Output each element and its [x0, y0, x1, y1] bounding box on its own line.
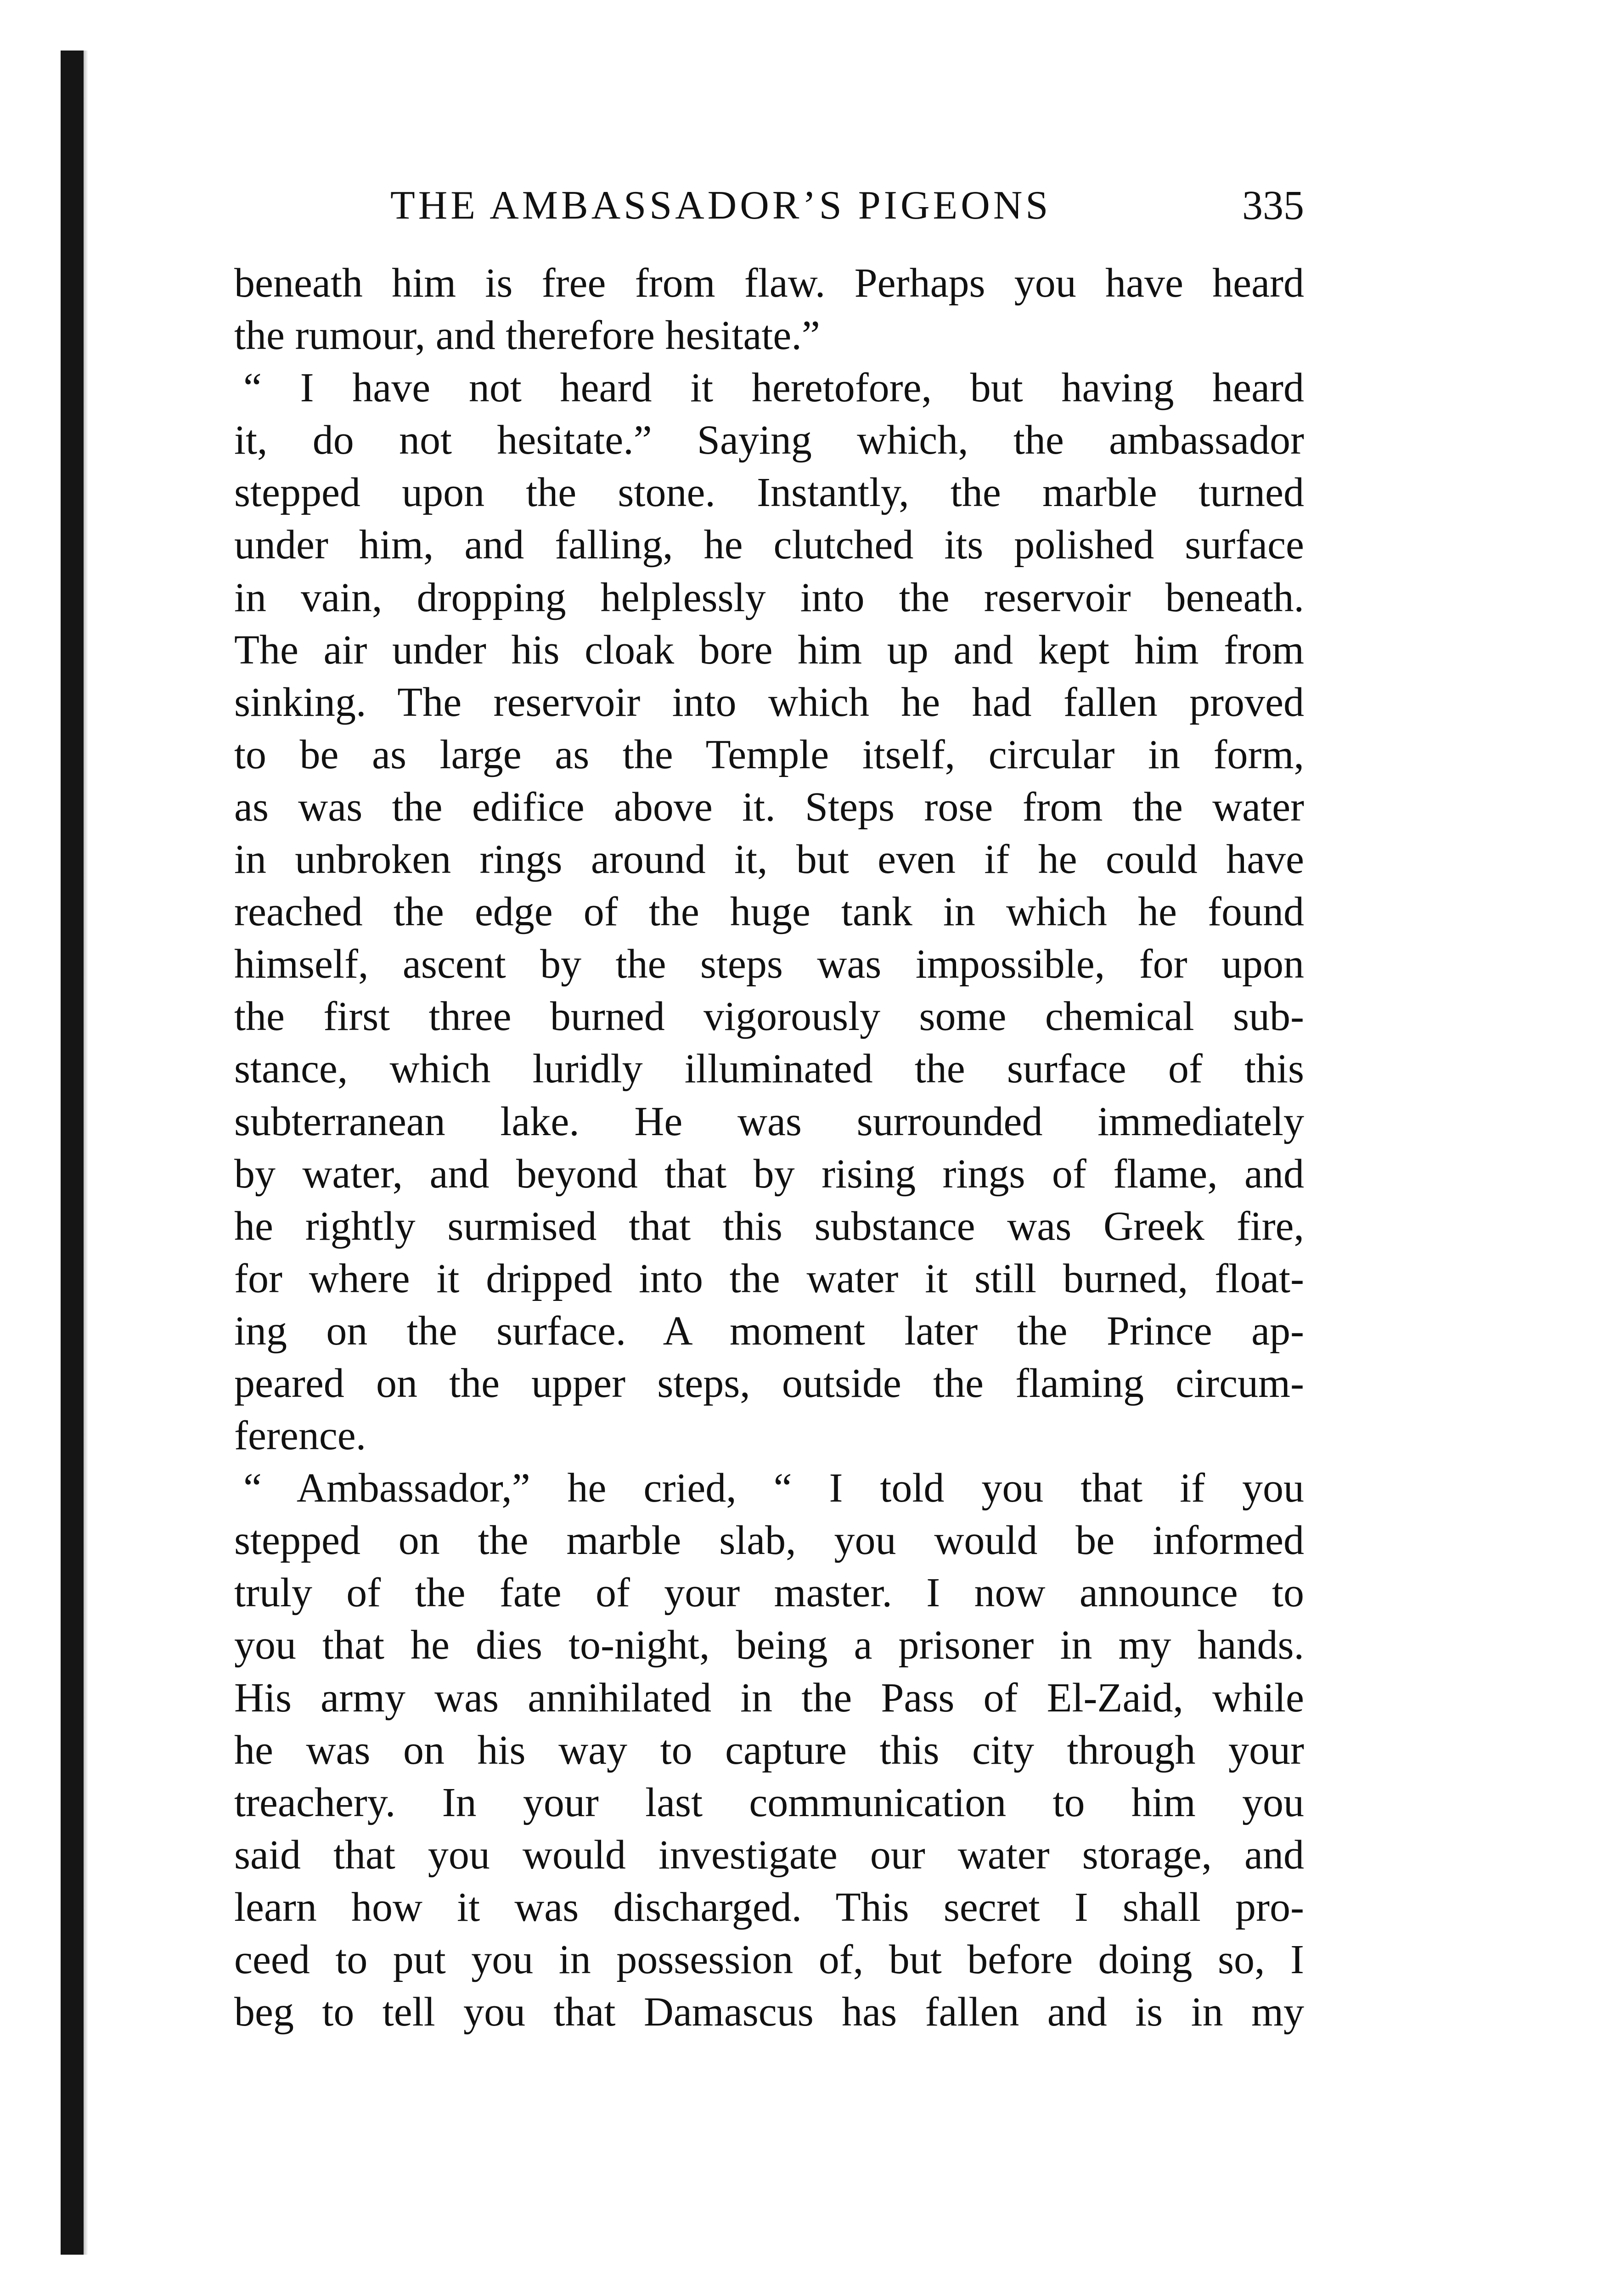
- text-line: as was the edifice above it. Steps rose from the water: [234, 784, 1304, 830]
- text-line: The air under his cloak bore him up and kept him from: [234, 627, 1304, 673]
- text-line: stepped on the marble slab, you would be informed: [234, 1518, 1304, 1564]
- text-line: beneath him is free from flaw. Perhaps you have heard: [234, 260, 1304, 306]
- text-line: “ I have not heard it heretofore, but having heard: [243, 365, 1304, 411]
- text-line: himself, ascent by the steps was impossible, for upon: [234, 941, 1304, 987]
- text-line: to be as large as the Temple itself, circular in form,: [234, 732, 1304, 777]
- text-line: for where it dripped into the water it still burned, float-: [234, 1255, 1304, 1301]
- text-line: reached the edge of the huge tank in which he found: [234, 889, 1304, 935]
- text-line: in vain, dropping helplessly into the reservoir beneath.: [234, 574, 1304, 620]
- text-line: ceed to put you in possession of, but before doing so, I: [234, 1937, 1304, 1982]
- text-line: stance, which luridly illuminated the surface of this: [234, 1046, 1304, 1092]
- text-line: in unbroken rings around it, but even if he could have: [234, 837, 1304, 883]
- body-text: [234, 257, 1304, 2038]
- text-line: subterranean lake. He was surrounded immediately: [234, 1098, 1304, 1144]
- text-line: “ Ambassador,” he cried, “ I told you that if you: [243, 1465, 1304, 1511]
- text-line: ference.: [234, 1413, 366, 1459]
- text-line: peared on the upper steps, outside the flaming circum-: [234, 1360, 1304, 1406]
- text-line: sinking. The reservoir into which he had fallen proved: [234, 679, 1304, 725]
- text-line: ing on the surface. A moment later the Prince ap-: [234, 1308, 1304, 1354]
- binding-edge: [61, 51, 84, 2255]
- text-line: under him, and falling, he clutched its polished surface: [234, 522, 1304, 568]
- text-line: treachery. In your last communication to him you: [234, 1779, 1304, 1825]
- text-line: beg to tell you that Damascus has fallen and is in my: [234, 1989, 1304, 2035]
- text-line: it, do not hesitate.” Saying which, the ambassador: [234, 417, 1304, 463]
- page-number: 335: [1242, 183, 1304, 228]
- running-head: [234, 178, 1304, 233]
- text-line: learn how it was discharged. This secret I shall pro-: [234, 1884, 1304, 1930]
- text-line: truly of the fate of your master. I now announce to: [234, 1570, 1304, 1616]
- text-line: His army was annihilated in the Pass of El-Zaid, while: [234, 1675, 1304, 1721]
- text-line: by water, and beyond that by rising rings of flame, and: [234, 1151, 1304, 1197]
- text-line: the first three burned vigorously some chemical sub-: [234, 994, 1304, 1040]
- text-line: you that he dies to-night, being a prisoner in my hands.: [234, 1622, 1304, 1668]
- text-line: he rightly surmised that this substance was Greek fire,: [234, 1203, 1304, 1249]
- text-line: the rumour, and therefore hesitate.”: [234, 313, 820, 359]
- running-title: THE AMBASSADOR’S PIGEONS: [390, 183, 1052, 228]
- text-line: said that you would investigate our water storage, and: [234, 1832, 1304, 1878]
- text-line: he was on his way to capture this city through your: [234, 1727, 1304, 1773]
- text-line: stepped upon the stone. Instantly, the marble turned: [234, 470, 1304, 516]
